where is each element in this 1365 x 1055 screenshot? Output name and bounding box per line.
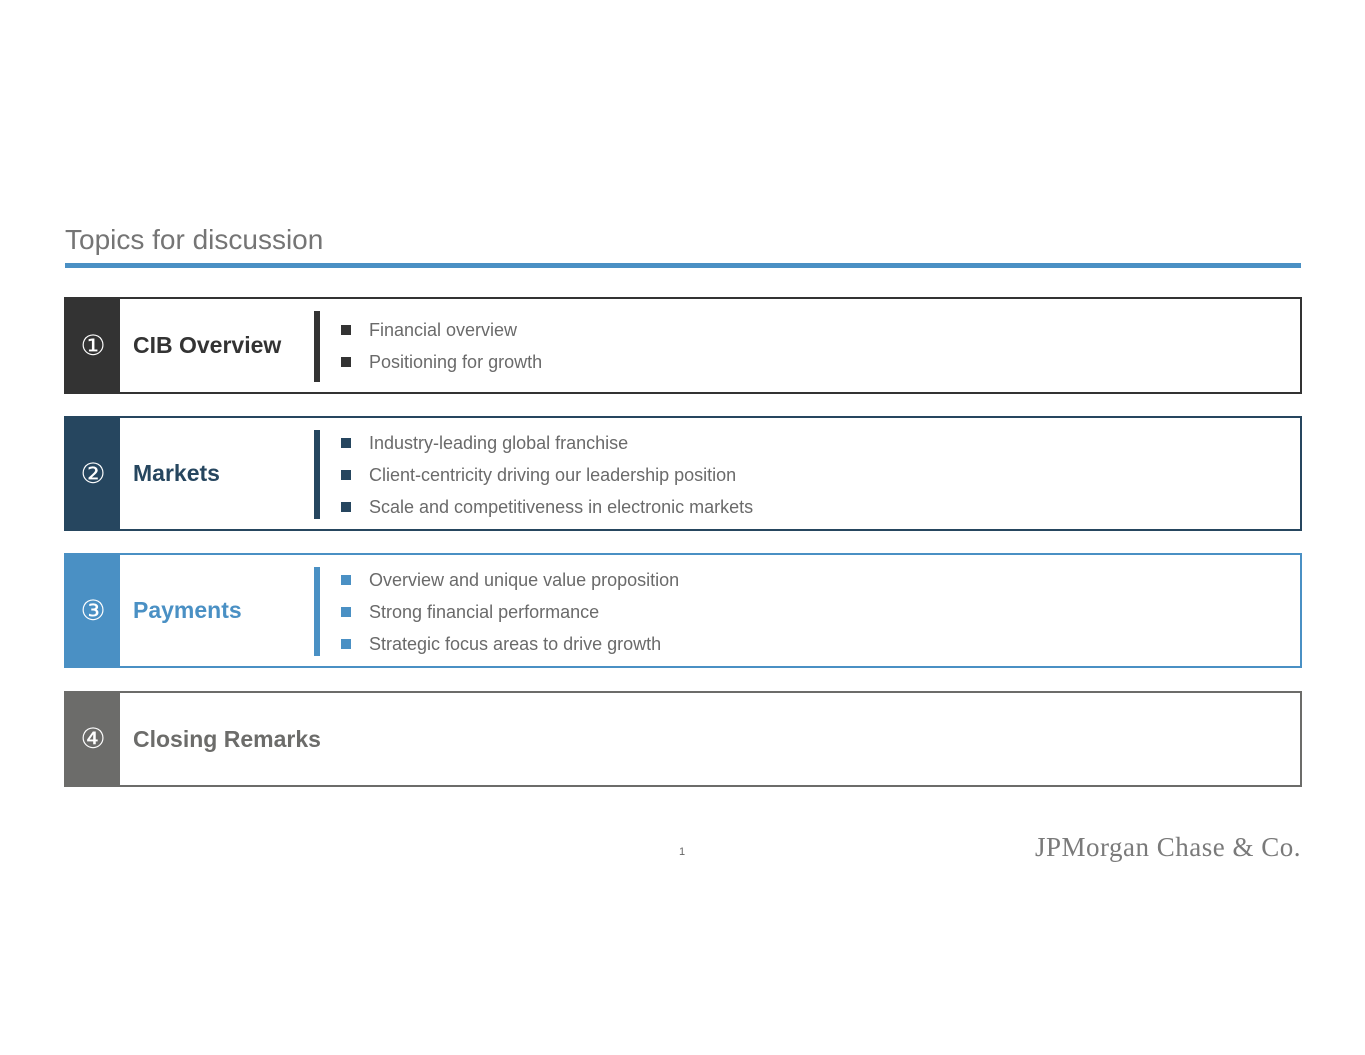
topic-bullet-list — [341, 314, 542, 378]
circled-one-icon: ① — [80, 328, 106, 362]
topic-markets — [64, 416, 1302, 531]
square-bullet-icon — [341, 325, 351, 335]
topic-divider — [314, 430, 320, 519]
list-item — [341, 491, 753, 523]
page-title: Topics for discussion — [65, 224, 324, 255]
bullet-text: Scale and competitiveness in electronic markets — [369, 497, 754, 517]
topic-label: Closing Remarks — [133, 725, 321, 752]
topic-cib-overview — [64, 297, 1302, 394]
list-item — [341, 314, 542, 346]
topic-bullet-list — [341, 564, 679, 660]
topic-number-badge — [66, 418, 120, 529]
list-item — [341, 459, 753, 491]
topic-number-badge — [66, 693, 120, 785]
circled-two-icon: ② — [80, 456, 106, 490]
circled-three-icon: ③ — [80, 593, 106, 627]
bullet-text: Positioning for growth — [369, 352, 543, 372]
topic-label: CIB Overview — [133, 332, 282, 358]
bullet-text: Industry-leading global franchise — [369, 433, 629, 453]
bullet-text: Strong financial performance — [369, 602, 600, 622]
list-item — [341, 596, 679, 628]
topic-bullet-list — [341, 427, 753, 523]
list-item — [341, 628, 679, 660]
bullet-text: Overview and unique value proposition — [369, 570, 680, 590]
topic-label: Markets — [133, 460, 220, 486]
square-bullet-icon — [341, 502, 351, 512]
bullet-text: Financial overview — [369, 320, 518, 340]
page-number: 1 — [678, 846, 686, 858]
topic-label: Payments — [133, 597, 242, 623]
list-item — [341, 427, 753, 459]
square-bullet-icon — [341, 470, 351, 480]
square-bullet-icon — [341, 607, 351, 617]
square-bullet-icon — [341, 575, 351, 585]
topic-closing-remarks — [64, 691, 1302, 787]
circled-four-icon: ④ — [80, 722, 106, 755]
topic-number-badge — [66, 299, 120, 392]
topic-divider — [314, 311, 320, 382]
list-item — [341, 564, 679, 596]
list-item — [341, 346, 542, 378]
topic-payments — [64, 553, 1302, 668]
title-underline — [65, 263, 1301, 268]
bullet-text: Client-centricity driving our leadership position — [369, 465, 737, 485]
square-bullet-icon — [341, 438, 351, 448]
square-bullet-icon — [341, 639, 351, 649]
bullet-text: Strategic focus areas to drive growth — [369, 634, 662, 654]
topic-number-badge — [66, 555, 120, 666]
company-logo: JPMorgan Chase & Co. — [1034, 832, 1301, 862]
topic-divider — [314, 567, 320, 656]
square-bullet-icon — [341, 357, 351, 367]
